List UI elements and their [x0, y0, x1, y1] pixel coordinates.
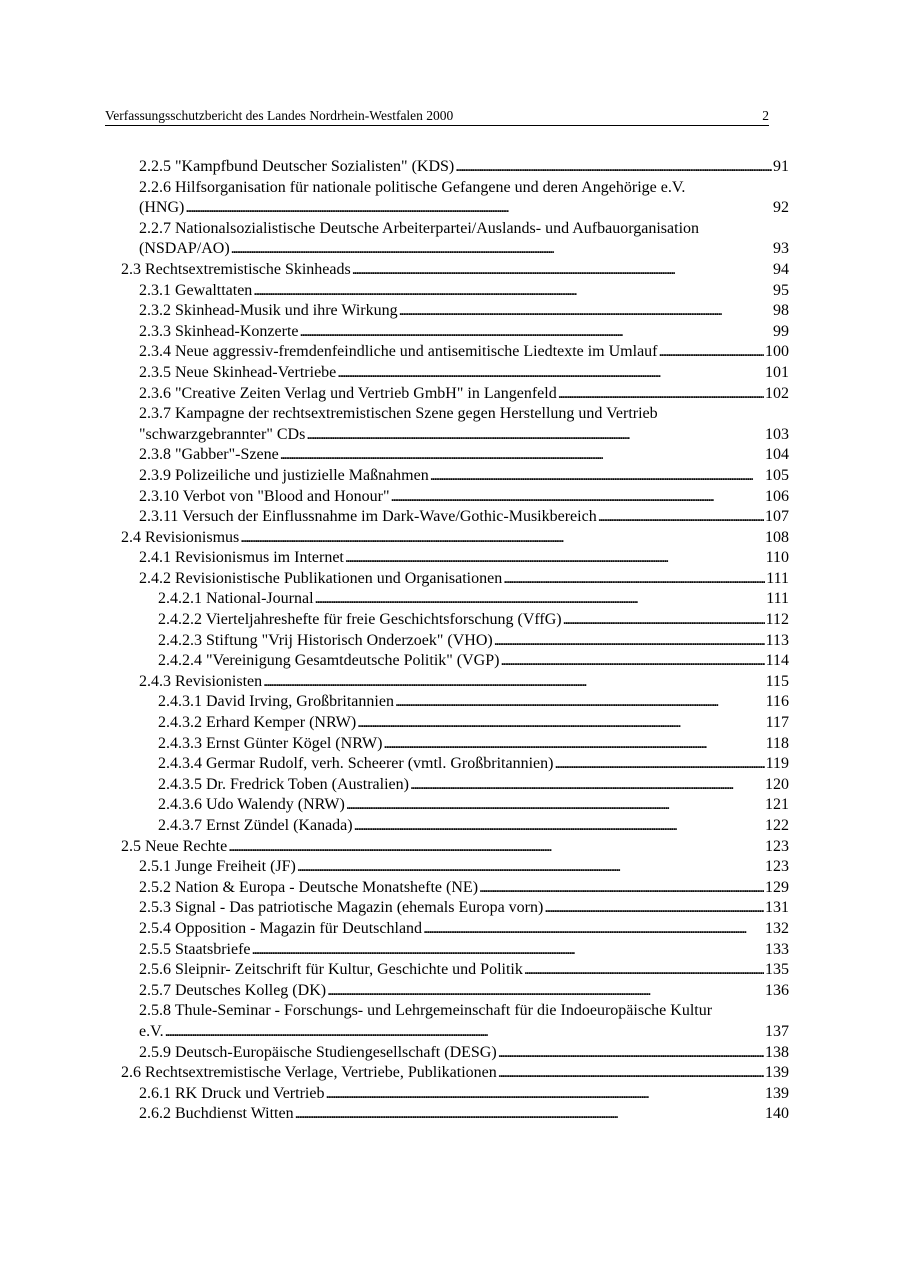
toc-entry-page: 133: [765, 940, 789, 958]
dot-leader: [327, 981, 764, 1002]
toc-entry-title: 2.5.4 Opposition - Magazin für Deutschland: [139, 919, 423, 937]
toc-entry-title: 2.5.2 Nation & Europa - Deutsche Monatshefte (NE): [139, 878, 479, 896]
toc-entry-page: 132: [765, 919, 789, 937]
toc-entry-page: 95: [773, 281, 789, 299]
toc-entry-row: [139, 919, 789, 940]
toc-entry[interactable]: [121, 754, 789, 775]
toc-entry[interactable]: [121, 157, 789, 178]
toc-entry[interactable]: [121, 631, 789, 652]
toc-entry-row: [139, 1084, 789, 1105]
toc-entry-title: 2.2.5 "Kampfbund Deutscher Sozialisten" (KDS): [139, 158, 455, 175]
dot-leader: [253, 281, 772, 302]
toc-entry-title: 2.3.8 "Gabber"-Szene: [139, 446, 279, 464]
toc-entry-title-line: 2.3.7 Kampagne der rechtsextremistischen Szene gegen Herstellung und Vertrieb: [139, 405, 658, 423]
toc-entry-page: 108: [765, 528, 789, 546]
toc-entry-page: 120: [765, 775, 789, 793]
dot-leader: [391, 487, 764, 508]
toc-entry-row: [139, 322, 789, 343]
toc-entry-row: [158, 610, 789, 631]
toc-entry-page: 135: [765, 961, 789, 979]
dot-leader: [423, 919, 764, 940]
dot-leader: [280, 445, 764, 466]
toc-entry[interactable]: [121, 219, 789, 260]
toc-entry-title-line: 2.2.6 Hilfsorganisation für nationale politische Gefangene und deren Angehörige e.V.: [139, 178, 686, 196]
toc-entry-row: [139, 569, 789, 590]
dot-leader: [346, 795, 764, 816]
toc-entry-title: 2.3.1 Gewalttaten: [139, 281, 253, 299]
toc-entry[interactable]: [121, 281, 789, 302]
toc-entry-row: [139, 487, 789, 508]
toc-entry-title: 2.4 Revisionismus: [121, 528, 240, 546]
toc-entry-title: 2.4.3.6 Udo Walendy (NRW): [158, 796, 345, 814]
toc-entry-title-line: 2.2.7 Nationalsozialistische Deutsche Arbeiterpartei/Auslands- und Aufbauorganisation: [139, 219, 700, 237]
toc-entry[interactable]: [121, 404, 789, 445]
toc-entry-page: 138: [765, 1043, 789, 1061]
toc-entry-row: [139, 466, 789, 487]
toc-entry-row: [139, 878, 789, 899]
toc-entry[interactable]: [121, 363, 789, 384]
toc-entry-title: "schwarzgebrannter" CDs: [139, 425, 306, 443]
dot-leader: [410, 775, 764, 796]
toc-entry[interactable]: [121, 816, 789, 837]
toc-entry-row: [139, 1022, 789, 1043]
dot-leader: [185, 198, 772, 219]
toc-entry-row: [158, 589, 789, 610]
toc-entry[interactable]: [121, 651, 789, 672]
dot-leader: [494, 631, 765, 652]
dot-leader: [300, 322, 772, 343]
toc-entry-title: 2.4.3.7 Ernst Zündel (Kanada): [158, 817, 353, 834]
dot-leader: [325, 1084, 764, 1105]
toc-entry-row: [158, 754, 789, 775]
toc-entry-page: 116: [765, 693, 789, 711]
toc-entry-title: 2.4.3.5 Dr. Fredrick Toben (Australien): [158, 775, 409, 793]
toc-entry[interactable]: [121, 301, 789, 322]
toc-entry-row: [139, 940, 789, 961]
page-number: 2: [762, 108, 769, 123]
dot-leader: [263, 672, 764, 693]
toc-entry-title: (NSDAP/AO): [139, 240, 230, 258]
dot-leader: [354, 816, 764, 837]
toc-entry[interactable]: [121, 692, 789, 713]
dot-leader: [659, 342, 765, 363]
toc-entry-row: [139, 960, 789, 981]
toc-entry-title: 2.4.3.2 Erhard Kemper (NRW): [158, 714, 357, 732]
toc-entry-title: 2.3.6 "Creative Zeiten Verlag und Vertrieb GmbH" in Langenfeld: [139, 384, 557, 402]
toc-entry-row: [121, 260, 789, 281]
dot-leader: [297, 857, 764, 878]
toc-entry-row: [158, 816, 789, 837]
toc-entry[interactable]: [121, 569, 789, 590]
toc-entry-page: 131: [765, 899, 789, 917]
dot-leader: [563, 610, 765, 631]
toc-entry[interactable]: [121, 878, 789, 899]
toc-entry[interactable]: [121, 837, 789, 858]
dot-leader: [228, 837, 764, 858]
toc-entry-page: 139: [765, 1084, 789, 1102]
dot-leader: [231, 239, 772, 260]
toc-entry[interactable]: [121, 672, 789, 693]
toc-entry-row: [139, 507, 789, 528]
toc-entry-row: [139, 445, 789, 466]
dot-leader: [357, 713, 764, 734]
page-header: [105, 108, 769, 126]
toc-entry-title: 2.5.1 Junge Freiheit (JF): [139, 858, 296, 876]
toc-entry-page: 113: [765, 631, 789, 649]
toc-entry-title: 2.5.9 Deutsch-Europäische Studiengesellschaft (DESG): [139, 1043, 497, 1061]
dot-leader: [165, 1022, 764, 1043]
toc-entry-page: 100: [765, 343, 789, 361]
toc-entry[interactable]: [121, 342, 789, 363]
toc-entry-row: [139, 363, 789, 384]
toc-entry-page: 119: [765, 755, 789, 773]
toc-entry-row: [139, 1104, 789, 1125]
toc-entry-row: [139, 198, 789, 219]
toc-entry[interactable]: [121, 507, 789, 528]
document-title: Verfassungsschutzbericht des Landes Nordrhein-Westfalen 2000: [105, 108, 454, 123]
toc-entry-page: 121: [765, 796, 789, 814]
toc-entry-row: [139, 672, 789, 693]
dot-leader: [455, 157, 772, 178]
toc-entry[interactable]: [121, 445, 789, 466]
toc-entry-page: 136: [765, 981, 789, 999]
toc-entry-row: [139, 898, 789, 919]
toc-entry[interactable]: [121, 1084, 789, 1105]
toc-entry-page: 106: [765, 487, 789, 505]
toc-entry-title: 2.4.1 Revisionismus im Internet: [139, 549, 344, 567]
toc-entry-page: 102: [765, 384, 789, 402]
toc-entry-title: 2.6.2 Buchdienst Witten: [139, 1105, 294, 1123]
toc-entry[interactable]: [121, 528, 789, 549]
toc-entry[interactable]: [121, 178, 789, 219]
toc-entry-title: 2.3.11 Versuch der Einflussnahme im Dark-Wave/Gothic-Musikbereich: [139, 508, 597, 526]
dot-leader: [430, 466, 764, 487]
dot-leader: [503, 569, 765, 590]
toc-entry-title: 2.4.3.3 Ernst Günter Kögel (NRW): [158, 734, 383, 752]
toc-entry-page: 115: [765, 672, 789, 690]
toc-entry-title: (HNG): [139, 199, 185, 217]
toc-entry-title: 2.6 Rechtsextremistische Verlage, Vertriebe, Publikationen: [121, 1064, 497, 1082]
toc-entry-title: 2.3.9 Polizeiliche und justizielle Maßnahmen: [139, 466, 429, 484]
toc-entry[interactable]: [121, 384, 789, 405]
dot-leader: [352, 260, 772, 281]
toc-entry[interactable]: [121, 1104, 789, 1125]
toc-entry-title: 2.3.5 Neue Skinhead-Vertriebe: [139, 363, 337, 381]
toc-entry-page: 139: [765, 1064, 789, 1082]
toc-entry-title: 2.4.2.2 Vierteljahreshefte für freie Geschichtsforschung (VffG): [158, 611, 562, 629]
toc-entry-page: 94: [773, 260, 789, 278]
toc-entry-row: [139, 1043, 789, 1064]
toc-entry[interactable]: [121, 981, 789, 1002]
toc-entry-row: [139, 239, 789, 260]
toc-entry-page: 107: [765, 508, 789, 526]
toc-entry[interactable]: [121, 260, 789, 281]
toc-entry-page: 105: [765, 466, 789, 484]
toc-entry-title: 2.3 Rechtsextremistische Skinheads: [121, 260, 351, 278]
toc-entry-title: 2.5.7 Deutsches Kolleg (DK): [139, 981, 327, 999]
toc-entry-title: 2.3.4 Neue aggressiv-fremdenfeindliche und antisemitische Liedtexte im Umlauf: [139, 343, 658, 361]
toc-entry[interactable]: [121, 589, 789, 610]
toc-entry-title: 2.4.3.1 David Irving, Großbritannien: [158, 693, 394, 711]
toc-entry-row: [158, 775, 789, 796]
dot-leader: [395, 692, 765, 713]
dot-leader: [383, 734, 764, 755]
toc-entry-row: [139, 342, 789, 363]
toc-entry-page: 122: [765, 817, 789, 834]
toc-entry-page: 114: [765, 652, 789, 670]
toc-entry[interactable]: [121, 940, 789, 961]
toc-entry-title: 2.4.2.1 National-Journal: [158, 590, 314, 608]
toc-entry-title: 2.3.2 Skinhead-Musik und ihre Wirkung: [139, 302, 398, 320]
toc-entry-page: 101: [765, 363, 789, 381]
toc-entry-title: 2.5.3 Signal - Das patriotische Magazin (ehemals Europa vorn): [139, 899, 544, 917]
dot-leader: [252, 940, 764, 961]
toc-entry-page: 118: [765, 734, 789, 752]
toc-entry[interactable]: [121, 775, 789, 796]
toc-entry-title: 2.5.5 Staatsbriefe: [139, 940, 251, 958]
toc-entry-row: [139, 425, 789, 446]
toc-entry-page: 117: [765, 714, 789, 732]
toc-entry-row: [158, 713, 789, 734]
dot-leader: [315, 589, 766, 610]
toc-entry-page: 137: [765, 1022, 789, 1040]
toc-entry[interactable]: [121, 713, 789, 734]
toc-entry-row: [121, 528, 789, 549]
toc-entry-row: [139, 548, 789, 569]
toc-entry[interactable]: [121, 487, 789, 508]
toc-entry[interactable]: [121, 919, 789, 940]
toc-entry-page: 140: [765, 1105, 789, 1123]
toc-entry-row: [158, 795, 789, 816]
dot-leader: [337, 363, 764, 384]
toc-entry[interactable]: [121, 1063, 789, 1084]
toc-entry-title: 2.4.3 Revisionisten: [139, 672, 263, 690]
toc-entry-title-line: 2.5.8 Thule-Seminar - Forschungs- und Lehrgemeinschaft für die Indoeuropäische Kultur: [139, 1002, 713, 1020]
toc-entry[interactable]: [121, 898, 789, 919]
toc-entry-row: [139, 301, 789, 322]
toc-entry-page: 104: [765, 446, 789, 464]
toc-entry[interactable]: [121, 610, 789, 631]
toc-entry[interactable]: [121, 466, 789, 487]
toc-entry-page: 129: [765, 878, 789, 896]
dot-leader: [479, 878, 764, 899]
toc-entry[interactable]: [121, 857, 789, 878]
toc-entry-title: 2.4.3.4 Germar Rudolf, verh. Scheerer (vmtl. Großbritannien): [158, 755, 554, 773]
toc-entry[interactable]: [121, 1043, 789, 1064]
toc-entry-page: 111: [766, 569, 789, 587]
toc-entry[interactable]: [121, 960, 789, 981]
toc-entry-title: 2.6.1 RK Druck und Vertrieb: [139, 1084, 325, 1102]
toc-entry-title: 2.4.2.4 "Vereinigung Gesamtdeutsche Politik" (VGP): [158, 652, 500, 670]
dot-leader: [399, 301, 772, 322]
toc-entry-row: [158, 734, 789, 755]
toc-entry-row: [139, 857, 789, 878]
dot-leader: [498, 1043, 764, 1064]
toc-entry[interactable]: [121, 795, 789, 816]
toc-entry-page: 98: [773, 302, 789, 320]
toc-entry-row: [139, 384, 789, 405]
toc-entry-page: 110: [765, 549, 789, 567]
table-of-contents: [121, 157, 789, 1125]
toc-entry-title: 2.3.3 Skinhead-Konzerte: [139, 322, 299, 340]
toc-entry-row: [158, 651, 789, 672]
toc-entry-page: 112: [765, 611, 789, 629]
toc-entry-page: 123: [765, 858, 789, 876]
dot-leader: [498, 1063, 764, 1084]
toc-entry-row: [139, 981, 789, 1002]
toc-entry[interactable]: [121, 322, 789, 343]
dot-leader: [306, 425, 764, 446]
dot-leader: [295, 1104, 764, 1125]
toc-entry-page: 103: [765, 425, 789, 443]
dot-leader: [500, 651, 764, 672]
dot-leader: [558, 384, 764, 405]
toc-entry-page: 99: [773, 322, 789, 340]
toc-entry[interactable]: [121, 734, 789, 755]
toc-entry-title: 2.5.6 Sleipnir- Zeitschrift für Kultur, Geschichte und Politik: [139, 961, 523, 979]
dot-leader: [554, 754, 764, 775]
toc-entry-row: [158, 631, 789, 652]
dot-leader: [240, 528, 764, 549]
toc-entry[interactable]: [121, 548, 789, 569]
toc-entry-title: 2.4.2 Revisionistische Publikationen und Organisationen: [139, 569, 503, 587]
dot-leader: [524, 960, 764, 981]
dot-leader: [598, 507, 764, 528]
toc-entry-title: 2.5 Neue Rechte: [121, 837, 228, 855]
toc-entry-row: [139, 281, 789, 302]
toc-entry-title: 2.3.10 Verbot von "Blood and Honour": [139, 487, 390, 505]
toc-entry-row: [121, 837, 789, 858]
toc-entry-row: [158, 692, 789, 713]
toc-entry-title: 2.4.2.3 Stiftung "Vrij Historisch Onderzoek" (VHO): [158, 631, 493, 649]
toc-entry-page: 92: [773, 199, 789, 217]
toc-entry-row: [121, 1063, 789, 1084]
toc-entry-page: 123: [765, 837, 789, 855]
toc-entry-row: [139, 157, 789, 178]
toc-entry-page: 93: [773, 240, 789, 258]
toc-entry-title: e.V.: [139, 1022, 164, 1040]
toc-entry-page: 91: [773, 158, 789, 175]
toc-entry[interactable]: [121, 1001, 789, 1042]
toc-entry-page: 111: [766, 590, 789, 608]
dot-leader: [544, 898, 764, 919]
dot-leader: [345, 548, 765, 569]
